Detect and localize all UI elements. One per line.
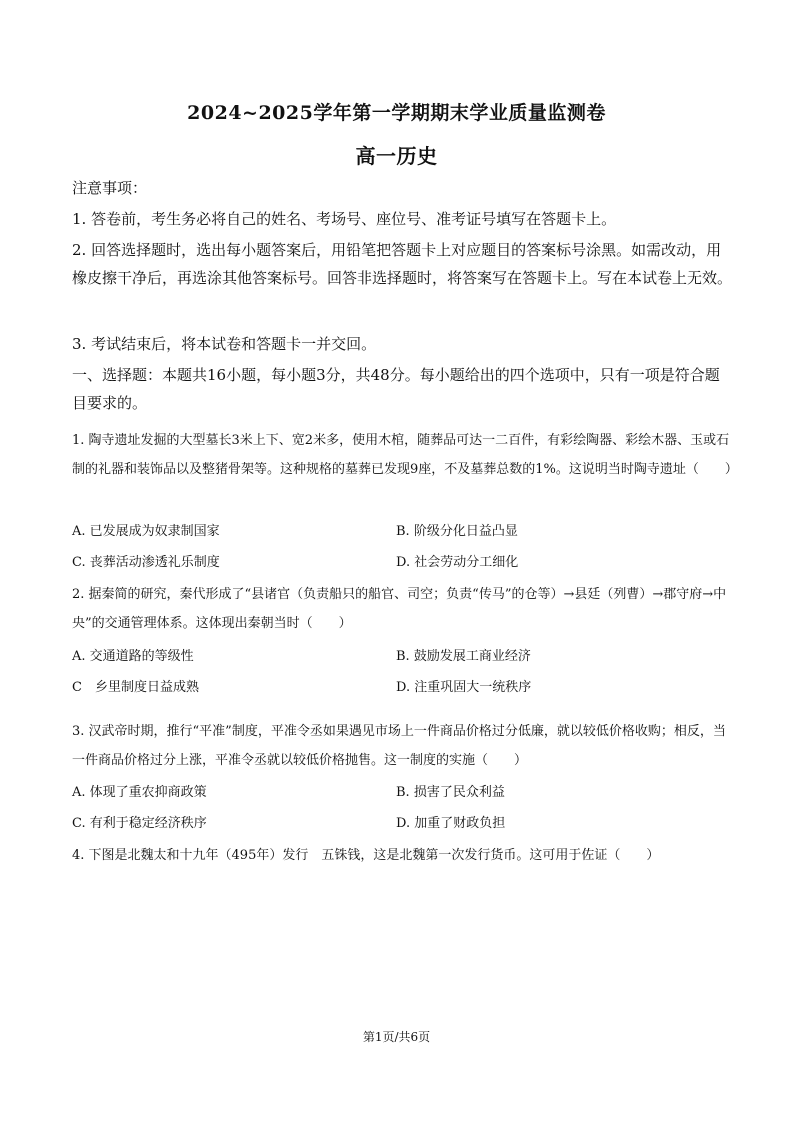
question-2-stem: 2. 据秦简的研究，秦代形成了“县诸官（负责船只的船官、司空；负责“传马”的仓等）→县廷（列曹）→郡守府→中央”的交通管理体系。这体现出秦朝当时（ ） [72,587,727,631]
question-1-stem: 1. 陶寺遗址发掘的大型墓长3米上下、宽2米多，使用木棺，随葬品可达一二百件，有彩绘陶器、彩绘木器、玉或石制的礼器和装饰品以及整猪骨架等。这种规格的墓葬已发现9座，不及墓葬总数的1%。这说明当时陶寺遗址（ ） [72,433,738,477]
question-3-option-d: D. 加重了财政负担 [396,816,506,831]
exam-subtitle: 高一历史 [355,144,438,168]
question-3-option-c: C. 有利于稳定经济秩序 [72,816,207,831]
notice-heading: 注意事项： [72,179,148,197]
notice-item-3: 3. 考试结束后，将本试卷和答题卡一并交回。 [72,335,377,353]
exam-title: 2024~2025学年第一学期期末学业质量监测卷 [187,102,606,124]
question-1-option-d: D. 社会劳动分工细化 [396,555,519,570]
question-2-option-c: C 乡里制度日益成熟 [72,680,199,695]
question-4-stem: 4. 下图是北魏太和十九年（495年）发行 五铢钱，这是北魏第一次发行货币。这可用于佐证（ ） [72,848,660,863]
question-2-option-d: D. 注重巩固大一统秩序 [396,680,532,695]
question-2-option-b: B. 鼓励发展工商业经济 [396,649,531,664]
question-1-option-b: B. 阶级分化日益凸显 [396,524,518,539]
question-2-option-a: A. 交通道路的等级性 [72,649,194,664]
question-1-option-c: C. 丧葬活动渗透礼乐制度 [72,555,220,570]
notice-item-1: 1. 答卷前，考生务必将自己的姓名、考场号、座位号、准考证号填写在答题卡上。 [72,210,617,228]
question-3-option-a: A. 体现了重农抑商政策 [72,785,207,800]
question-1-option-a: A. 已发展成为奴隶制国家 [72,524,220,539]
section-instructions: 一、选择题：本题共16小题，每小题3分，共48分。每小题给出的四个选项中，只有一项是符合题目要求的。 [72,366,720,412]
page-number: 第1页/共6页 [362,1030,431,1044]
question-3-stem: 3. 汉武帝时期，推行“平准”制度，平准令丞如果遇见市场上一件商品价格过分低廉，就以较低价格收购；相反，当一件商品价格过分上涨，平准令丞就以较低价格抛售。这一制度的实施（ ） [72,724,726,768]
notice-item-2: 2. 回答选择题时，选出每小题答案后，用铅笔把答题卡上对应题目的答案标号涂黑。如需改动，用橡皮擦干净后，再选涂其他答案标号。回答非选择题时，将答案写在答题卡上。写在本试卷上无效。 [72,241,733,287]
question-3-option-b: B. 损害了民众利益 [396,785,505,800]
